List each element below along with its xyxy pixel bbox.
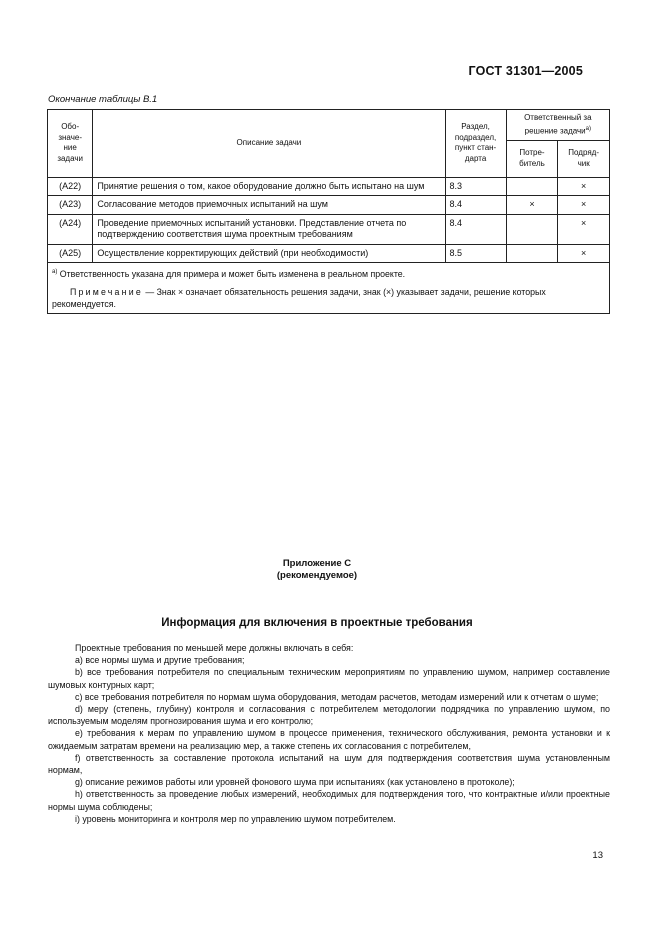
list-item: h) ответственность за проведение любых измерений, необходимых для подтверждения того, что контрактные и/или проектные нормы шума соблюдены; bbox=[48, 789, 610, 812]
list-item: e) требования к мерам по управлению шумом в процессе применения, технического обслуживания, ремонта установки и к ожидаемым затратам времени на реализацию мер, а также степень их согласования с потребителем, bbox=[48, 728, 610, 751]
row-contractor-mark: × bbox=[558, 177, 610, 196]
footnote-text: Ответственность указана для примера и может быть изменена в реальном проекте. bbox=[59, 269, 406, 280]
row-section: 8.3 bbox=[445, 177, 506, 196]
footnote-ref: а) bbox=[585, 125, 591, 132]
table-footer-row bbox=[48, 263, 610, 314]
document-code: ГОСТ 31301—2005 bbox=[468, 64, 583, 78]
row-contractor-mark: × bbox=[558, 244, 610, 263]
header-code: Обо-значе-ние задачи bbox=[48, 110, 93, 178]
header-consumer: Потре-битель bbox=[506, 140, 558, 177]
table-row bbox=[48, 214, 610, 244]
list-item: f) ответственность за составление протокола испытаний на шум для подтверждения соответствия шума установленным нормам, bbox=[48, 752, 610, 776]
row-code: (A24) bbox=[48, 214, 93, 244]
table-header-row bbox=[48, 110, 610, 141]
row-code: (A22) bbox=[48, 177, 93, 196]
header-responsible-label: Ответственный за решение задачи bbox=[524, 113, 592, 136]
row-section: 8.4 bbox=[445, 214, 506, 244]
row-code: (A25) bbox=[48, 244, 93, 263]
header-responsible bbox=[506, 110, 609, 141]
page-number: 13 bbox=[592, 850, 603, 861]
header-section: Раздел, подраздел, пункт стан-дарта bbox=[445, 110, 506, 178]
row-description: Проведение приемочных испытаний установки. Представление отчета по подтверждению соответствия шума проектным требованиям bbox=[93, 214, 445, 244]
requirements-list bbox=[48, 642, 610, 825]
row-section: 8.4 bbox=[445, 196, 506, 215]
table-row bbox=[48, 196, 610, 215]
row-code: (A23) bbox=[48, 196, 93, 215]
row-consumer-mark bbox=[506, 177, 558, 196]
appendix-heading bbox=[0, 558, 634, 582]
table-row bbox=[48, 244, 610, 263]
header-description: Описание задачи bbox=[93, 110, 445, 178]
row-contractor-mark: × bbox=[558, 196, 610, 215]
table-caption: Окончание таблицы В.1 bbox=[48, 94, 158, 105]
paragraph: Проектные требования по меньшей мере должны включать в себя: bbox=[75, 643, 354, 653]
list-item: g) описание режимов работы или уровней фонового шума при испытаниях (как установлено в протоколе); bbox=[75, 777, 515, 788]
row-contractor-mark: × bbox=[558, 214, 610, 244]
table-row bbox=[48, 177, 610, 196]
footnote-mark: а) bbox=[52, 269, 58, 276]
section-title: Информация для включения в проектные требования bbox=[161, 617, 473, 629]
header-contractor: Подряд-чик bbox=[558, 140, 610, 177]
tasks-table bbox=[47, 109, 610, 314]
row-consumer-mark bbox=[506, 244, 558, 263]
row-description: Согласование методов приемочных испытаний на шум bbox=[93, 196, 445, 215]
appendix-subtitle: (рекомендуемое) bbox=[276, 570, 358, 581]
row-description: Осуществление корректирующих действий (при необходимости) bbox=[93, 244, 445, 263]
table-notes bbox=[48, 263, 610, 314]
list-item: i) уровень мониторинга и контроля мер по управлению шумом потребителем. bbox=[75, 813, 396, 824]
appendix-title: Приложение С bbox=[282, 558, 352, 569]
row-consumer-mark: × bbox=[506, 196, 558, 215]
row-consumer-mark bbox=[506, 214, 558, 244]
row-description: Принятие решения о том, какое оборудование должно быть испытано на шум bbox=[93, 177, 445, 196]
note-text: — Знак × означает обязательность решения задачи, знак (×) указывает задачи, решение которых рекомендуется. bbox=[52, 287, 546, 310]
note-label: Примечание bbox=[70, 287, 143, 298]
list-item: c) все требования потребителя по нормам шума оборудования, методам расчетов, методам измерений или к отчетам о шуме; bbox=[75, 691, 599, 702]
footnote bbox=[52, 266, 605, 280]
list-item: b) все требования потребителя по специальным техническим мероприятиям по управлению шумом, например составление шумовых контурных карт; bbox=[48, 667, 610, 690]
note bbox=[52, 286, 605, 310]
list-item: d) меру (степень, глубину) контроля и согласования с потребителем методологии подрядчика по управлению шумом, по используемым моделям прогнозирования шума и его контролю; bbox=[48, 704, 610, 727]
list-item: a) все нормы шума и другие требования; bbox=[75, 655, 245, 666]
row-section: 8.5 bbox=[445, 244, 506, 263]
